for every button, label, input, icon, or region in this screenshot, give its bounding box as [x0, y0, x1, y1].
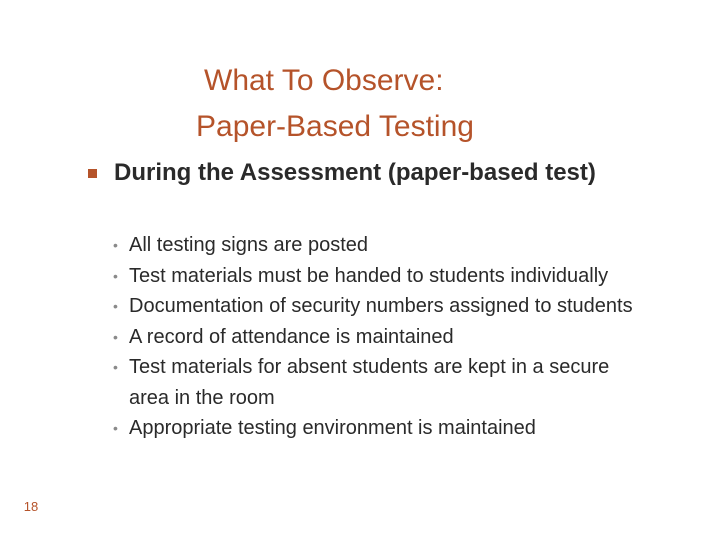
bullet-dot-icon: • [113, 420, 118, 436]
list-item-text: Appropriate testing environment is maintained [129, 417, 536, 439]
slide-title-line-1: What To Observe: [204, 64, 444, 97]
list-item-text: All testing signs are posted [129, 234, 369, 256]
list-item [113, 291, 633, 322]
section-heading [88, 156, 688, 190]
list-item [113, 413, 633, 444]
list-item [113, 230, 633, 261]
page-number: 18 [23, 499, 39, 514]
list-item [113, 352, 633, 413]
bullet-dot-icon: • [113, 267, 118, 284]
slide-title-line-2: Paper-Based Testing [196, 110, 474, 143]
bullet-dot-icon: • [113, 328, 118, 345]
bullet-dot-icon: • [113, 359, 118, 375]
slide-title [180, 58, 560, 150]
list-item-text: Test materials for absent students are kept in a secure area in the room [129, 356, 610, 409]
bullet-list [113, 230, 633, 444]
list-item [113, 322, 633, 353]
list-item-text: A record of attendance is maintained [129, 325, 454, 348]
bullet-dot-icon: • [113, 298, 118, 314]
square-bullet-icon [88, 169, 97, 178]
section-heading-text: During the Assessment (paper-based test) [114, 159, 596, 186]
bullet-dot-icon: • [113, 237, 118, 253]
list-item-text: Test materials must be handed to students individually [129, 264, 609, 287]
list-item-text: Documentation of security numbers assigned to students [129, 295, 633, 317]
list-item [113, 261, 633, 292]
